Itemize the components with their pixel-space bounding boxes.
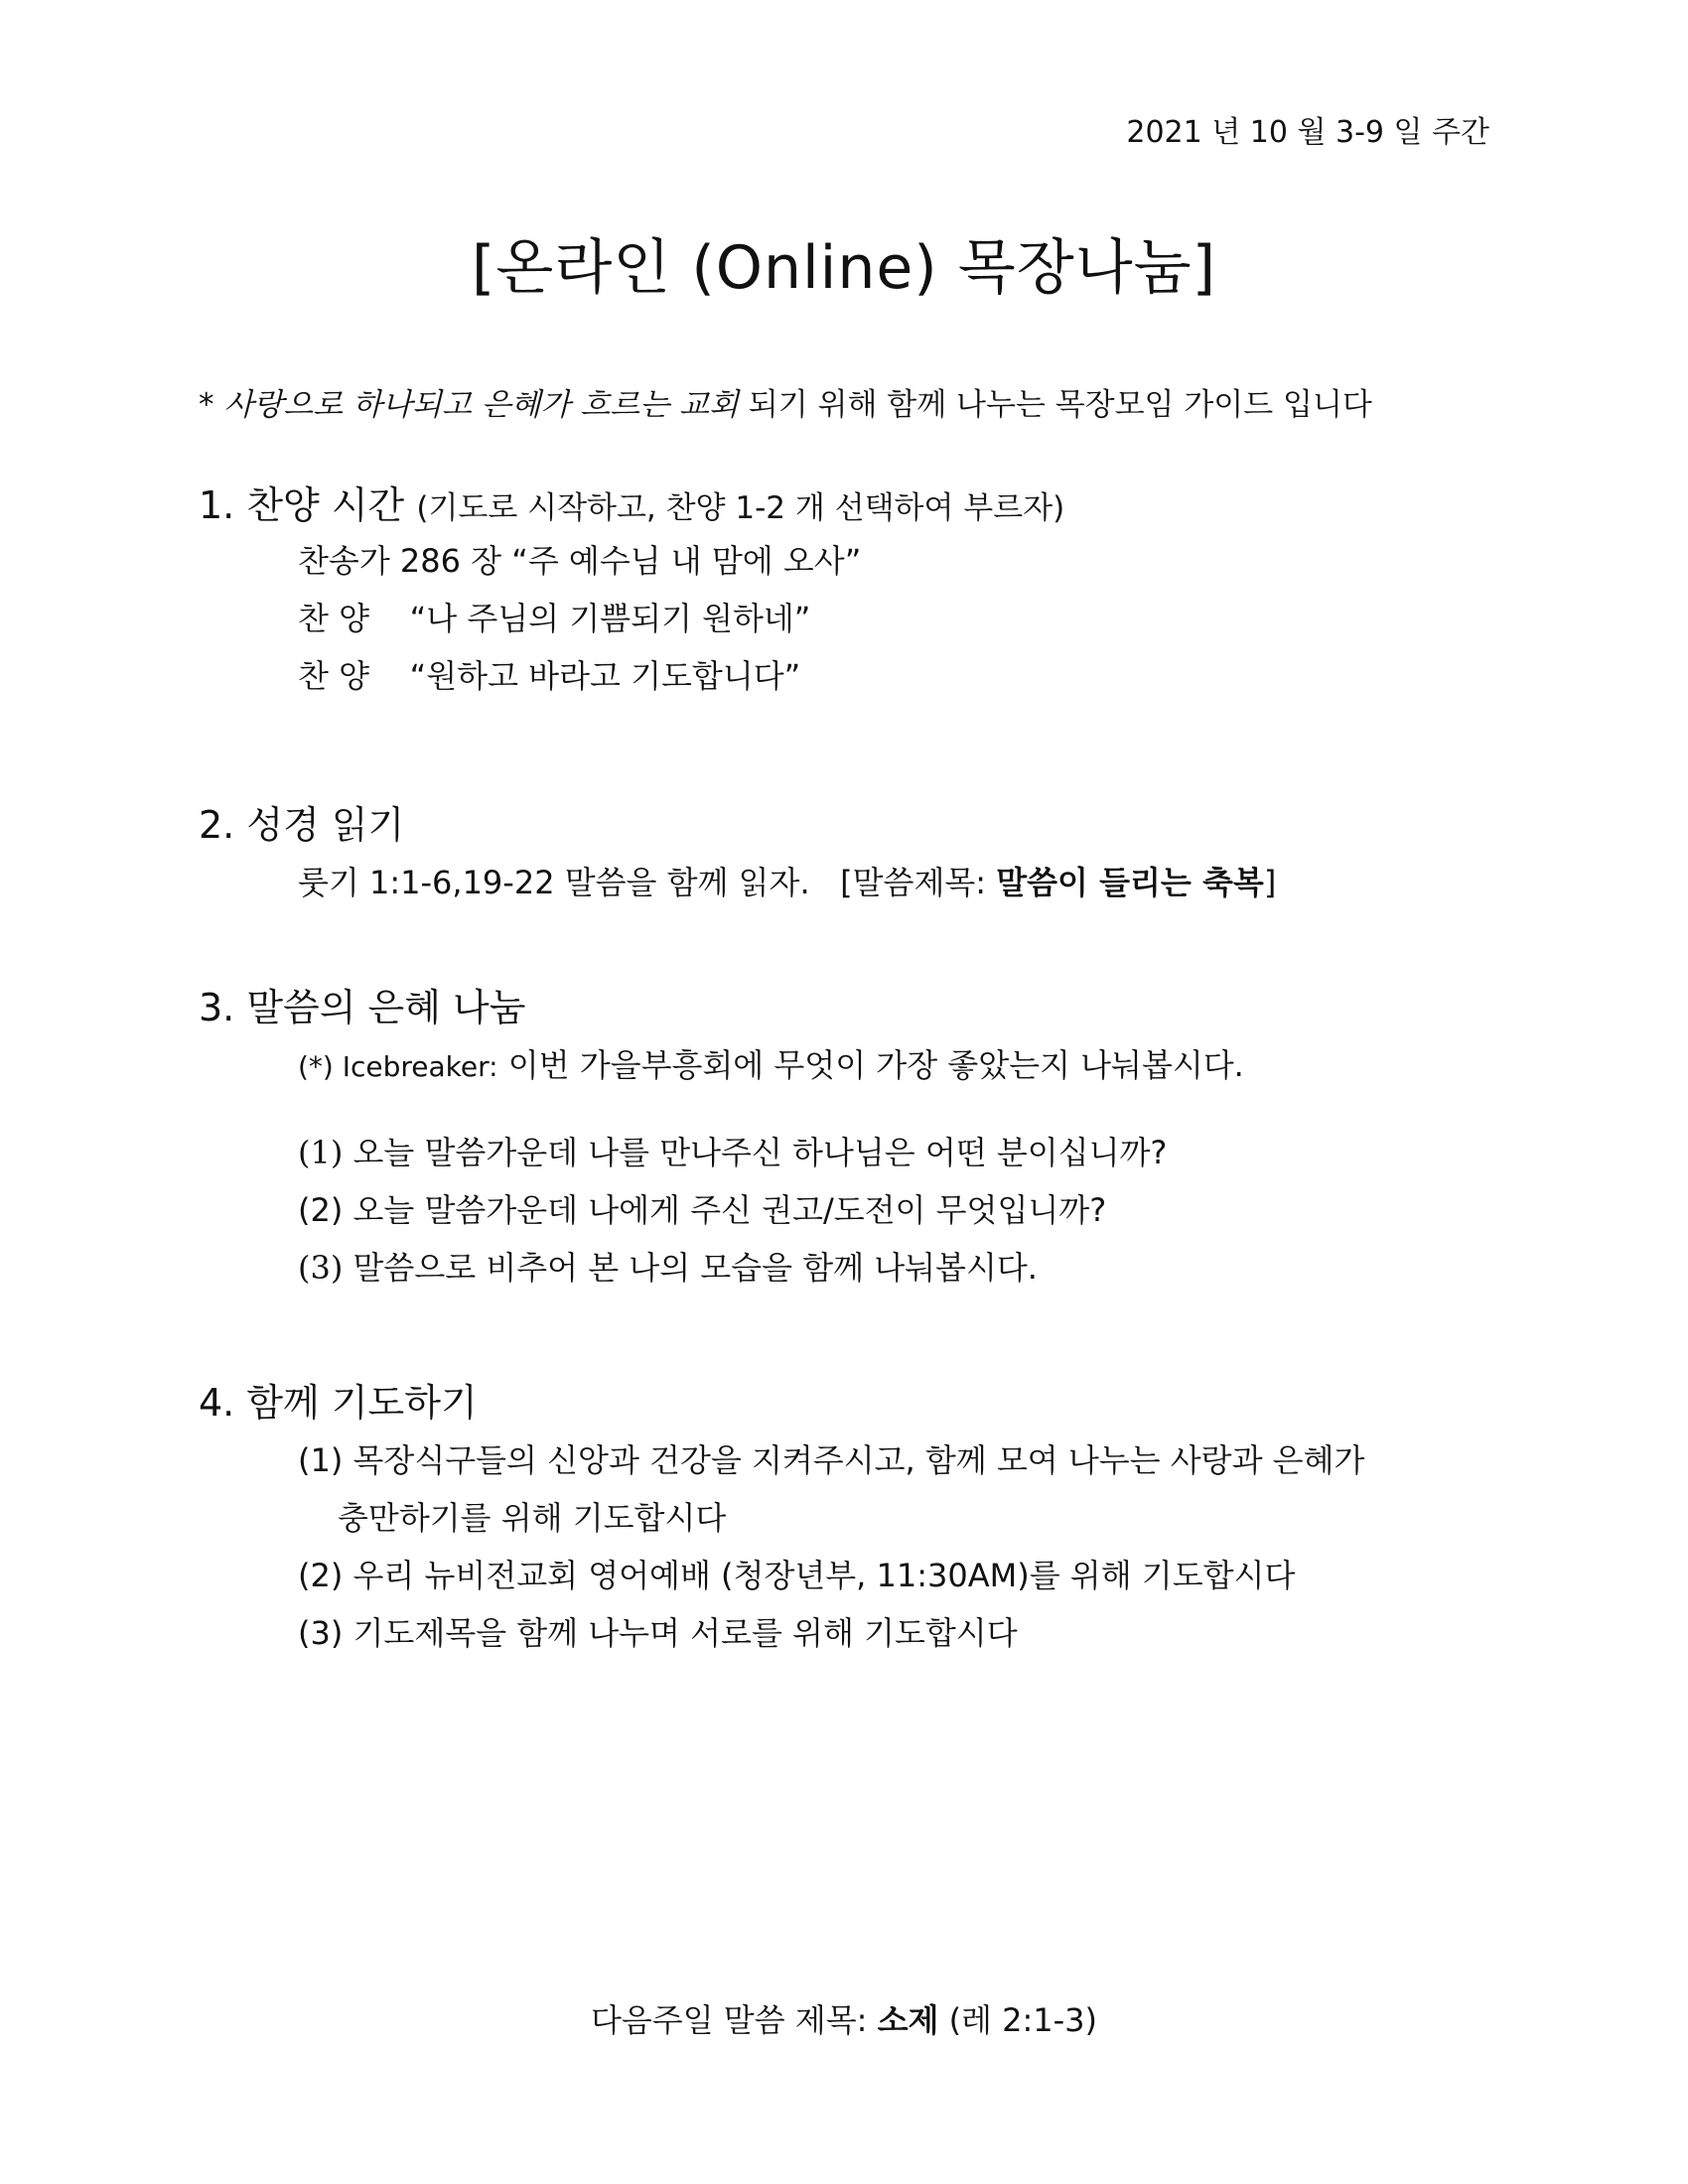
sermon-title: 말씀이 들리는 축복 — [996, 864, 1264, 901]
hymn-item-1: 찬송가 286 장 “주 예수님 내 맘에 오사” — [298, 542, 862, 580]
icebreaker-text: 이번 가을부흥회에 무엇이 가장 좋았는지 나눠봅시다. — [497, 1046, 1244, 1084]
hymn-item-2: 찬 양 “나 주님의 기쁨되기 원하네” — [298, 600, 811, 637]
question-1-num: (1) — [298, 1134, 344, 1171]
section-4-heading: 4. 함께 기도하기 — [199, 1381, 478, 1425]
next-week-sermon — [0, 1995, 1688, 2041]
prayer-3-num: (3) — [298, 1614, 344, 1652]
scripture-text: 룻기 1:1-6,19-22 말씀을 함께 읽자. [말씀제목: — [298, 864, 997, 901]
intro-prefix: * — [199, 387, 224, 423]
prayer-3 — [298, 1608, 1018, 1654]
prayer-2-num: (2) — [298, 1557, 344, 1594]
icebreaker-label: (*) Icebreaker: — [298, 1050, 498, 1083]
question-3-text: 말씀으로 비추어 본 나의 모습을 함께 나눠봅시다. — [343, 1249, 1038, 1287]
intro-italic: 사랑으로 하나되고 은혜가 흐르는 교회 — [223, 387, 739, 423]
prayer-3-text: 기도제목을 함께 나누며 서로를 위해 기도합시다 — [343, 1614, 1018, 1652]
footer-suffix: (레 2:1-3) — [938, 2001, 1098, 2039]
intro-line — [199, 379, 1372, 424]
section-1-title: 1. 찬양 시간 — [199, 483, 405, 527]
icebreaker-line — [298, 1040, 1244, 1086]
question-3-num: (3) — [298, 1249, 344, 1287]
hymn-item-3: 찬 양 “원하고 바라고 기도합니다” — [298, 657, 801, 695]
footer-prefix: 다음주일 말씀 제목: — [590, 2001, 878, 2039]
prayer-1-num: (1) — [298, 1441, 344, 1479]
intro-rest: 되기 위해 함께 나누는 목장모임 가이드 입니다 — [738, 387, 1372, 423]
question-1 — [298, 1128, 1167, 1173]
footer-title: 소제 — [877, 2001, 939, 2039]
prayer-2 — [298, 1551, 1295, 1596]
section-1-note: (기도로 시작하고, 찬양 1-2 개 선택하여 부르자) — [416, 490, 1065, 526]
prayer-1 — [298, 1435, 1364, 1481]
scripture-suffix: ] — [1263, 864, 1277, 901]
section-1-heading — [199, 475, 1064, 529]
scripture-line — [298, 858, 1276, 903]
question-2 — [298, 1185, 1106, 1231]
prayer-1-continued: 충만하기를 위해 기도합시다 — [338, 1499, 727, 1537]
question-3 — [298, 1243, 1038, 1289]
section-3-heading: 3. 말씀의 은혜 나눔 — [199, 986, 526, 1029]
week-date: 2021 년 10 월 3-9 일 주간 — [1126, 115, 1489, 150]
prayer-1-text: 목장식구들의 신앙과 건강을 지켜주시고, 함께 모여 나누는 사랑과 은혜가 — [343, 1441, 1365, 1479]
question-1-text: 오늘 말씀가운데 나를 만나주신 하나님은 어떤 분이십니까? — [343, 1134, 1168, 1171]
question-2-text: 오늘 말씀가운데 나에게 주신 권고/도전이 무엇입니까? — [343, 1191, 1107, 1229]
page-title: [온라인 (Online) 목장나눔] — [471, 233, 1217, 303]
prayer-2-text: 우리 뉴비전교회 영어예배 (청장년부, 11:30AM)를 위해 기도합시다 — [343, 1557, 1296, 1594]
section-2-heading: 2. 성경 읽기 — [199, 803, 405, 847]
question-2-num: (2) — [298, 1191, 344, 1229]
